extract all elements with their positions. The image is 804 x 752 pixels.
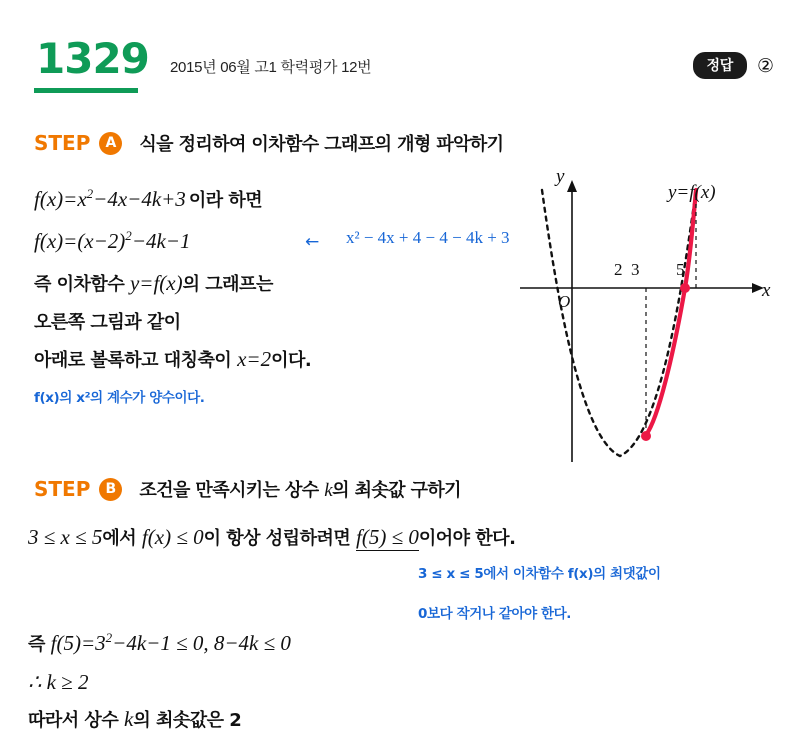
question-number: 1329	[36, 34, 149, 83]
curve-equation-label: y=f(x)	[668, 182, 716, 203]
stepb-line-1	[28, 524, 515, 550]
step-b-title-var: k	[324, 480, 333, 501]
stepb-line-4	[28, 706, 241, 732]
stepb-line1-kr-c: 이어야 한다.	[418, 528, 516, 549]
stepb-line-2	[28, 630, 291, 656]
origin-label: O	[558, 292, 571, 311]
answer-area	[693, 52, 775, 79]
stepa-line3-kr-b: 의 그래프는	[182, 274, 273, 295]
step-a-label: STEP	[34, 131, 91, 155]
step-a-header	[34, 130, 503, 156]
source-line: 2015년 06월 고1 학력평가 12번	[170, 59, 372, 76]
y-axis-label: y	[556, 166, 565, 187]
stepb-line4-kr-b: 의 최솟값은 2	[133, 710, 242, 731]
tick-label-3: 3	[631, 260, 640, 279]
stepb-line1-underlined: f(5) ≤ 0	[356, 525, 419, 549]
stepa-line-3	[34, 270, 273, 296]
stepb-line1-kr-a: 에서	[102, 528, 142, 549]
stepb-line1-math-a: 3 ≤ x ≤ 5	[28, 525, 103, 549]
point-x5-on-axis	[680, 283, 690, 293]
stepa-line-1	[34, 186, 262, 212]
point-x3	[641, 431, 651, 441]
stepb-blue-note-1: 3 ≤ x ≤ 5에서 이차함수 f(x)의 최댓값이	[418, 566, 661, 582]
stepa-line3-math: y=f(x)	[129, 271, 183, 295]
stepb-line1-math-b: f(x) ≤ 0	[141, 525, 204, 549]
step-a-badge: A	[99, 132, 122, 155]
stepa-line2-math-a: f(x)=(x−2)	[34, 229, 126, 253]
stepb-line2-exponent: 2	[105, 630, 113, 645]
tick-label-5: 5	[676, 260, 685, 279]
answer-value: ②	[756, 54, 774, 77]
stepa-line3-kr-a: 즉 이차함수	[34, 274, 130, 295]
y-axis-arrow	[567, 180, 577, 192]
stepa-line-5	[34, 346, 311, 372]
stepa-line-4	[34, 308, 181, 334]
x-axis-label: x	[762, 280, 771, 301]
graph-svg	[500, 170, 790, 470]
stepa-line2-exponent: 2	[125, 228, 132, 243]
parabola-graph	[500, 166, 790, 470]
stepa-line5-kr-a: 아래로 볼록하고 대칭축이	[34, 350, 238, 371]
stepa-line1-kr: 이라 하면	[188, 190, 263, 211]
stepb-line1-kr-b: 이 항상 성립하려면	[203, 528, 356, 549]
stepb-line2-kr: 즉	[28, 634, 51, 655]
parabola-highlight-arc	[646, 190, 696, 435]
question-number-underline	[34, 88, 138, 93]
stepb-line2-math-a: f(5)=3	[50, 631, 106, 655]
stepa-blue-note: f(x)의 x²의 계수가 양수이다.	[34, 390, 205, 406]
stepa-line1-math-b: −4x−4k+3	[93, 187, 186, 211]
step-b-header	[34, 476, 461, 502]
answer-label-badge: 정답	[693, 52, 747, 79]
stepb-line4-kr-a: 따라서 상수	[28, 710, 124, 731]
stepa-line5-math: x=2	[237, 347, 272, 371]
stepb-line3-math: ∴ k ≥ 2	[28, 670, 89, 694]
stepb-line2-math-b: −4k−1 ≤ 0, 8−4k ≤ 0	[112, 631, 291, 655]
parabola-dotted-curve	[542, 190, 696, 456]
stepa-line-2	[34, 228, 190, 254]
stepa-line2-math-b: −4k−1	[131, 229, 191, 253]
stepa-line5-kr-b: 이다.	[271, 350, 312, 371]
stepa-line1-exponent: 2	[86, 186, 94, 201]
step-b-badge: B	[99, 478, 122, 501]
stepa-line1-math-a: f(x)=x	[34, 187, 87, 211]
stepb-line-3	[28, 670, 88, 695]
step-b-title-post: 의 최솟값 구하기	[332, 480, 461, 501]
step-b-title-pre: 조건을 만족시키는 상수	[139, 480, 325, 501]
stepb-blue-note-2: 0보다 작거나 같아야 한다.	[418, 606, 572, 622]
step-a-title: 식을 정리하여 이차함수 그래프의 개형 파악하기	[139, 134, 504, 155]
stepb-line4-var: k	[123, 707, 134, 731]
step-b-label: STEP	[34, 477, 91, 501]
tick-label-2: 2	[614, 260, 623, 279]
stepa-line4-kr: 오른쪽 그림과 같이	[34, 312, 181, 333]
stepa-blue-expansion: x² − 4x + 4 − 4 − 4k + 3	[346, 228, 510, 247]
blue-arrow-icon: ←	[305, 232, 320, 252]
step-b-title	[139, 476, 461, 502]
